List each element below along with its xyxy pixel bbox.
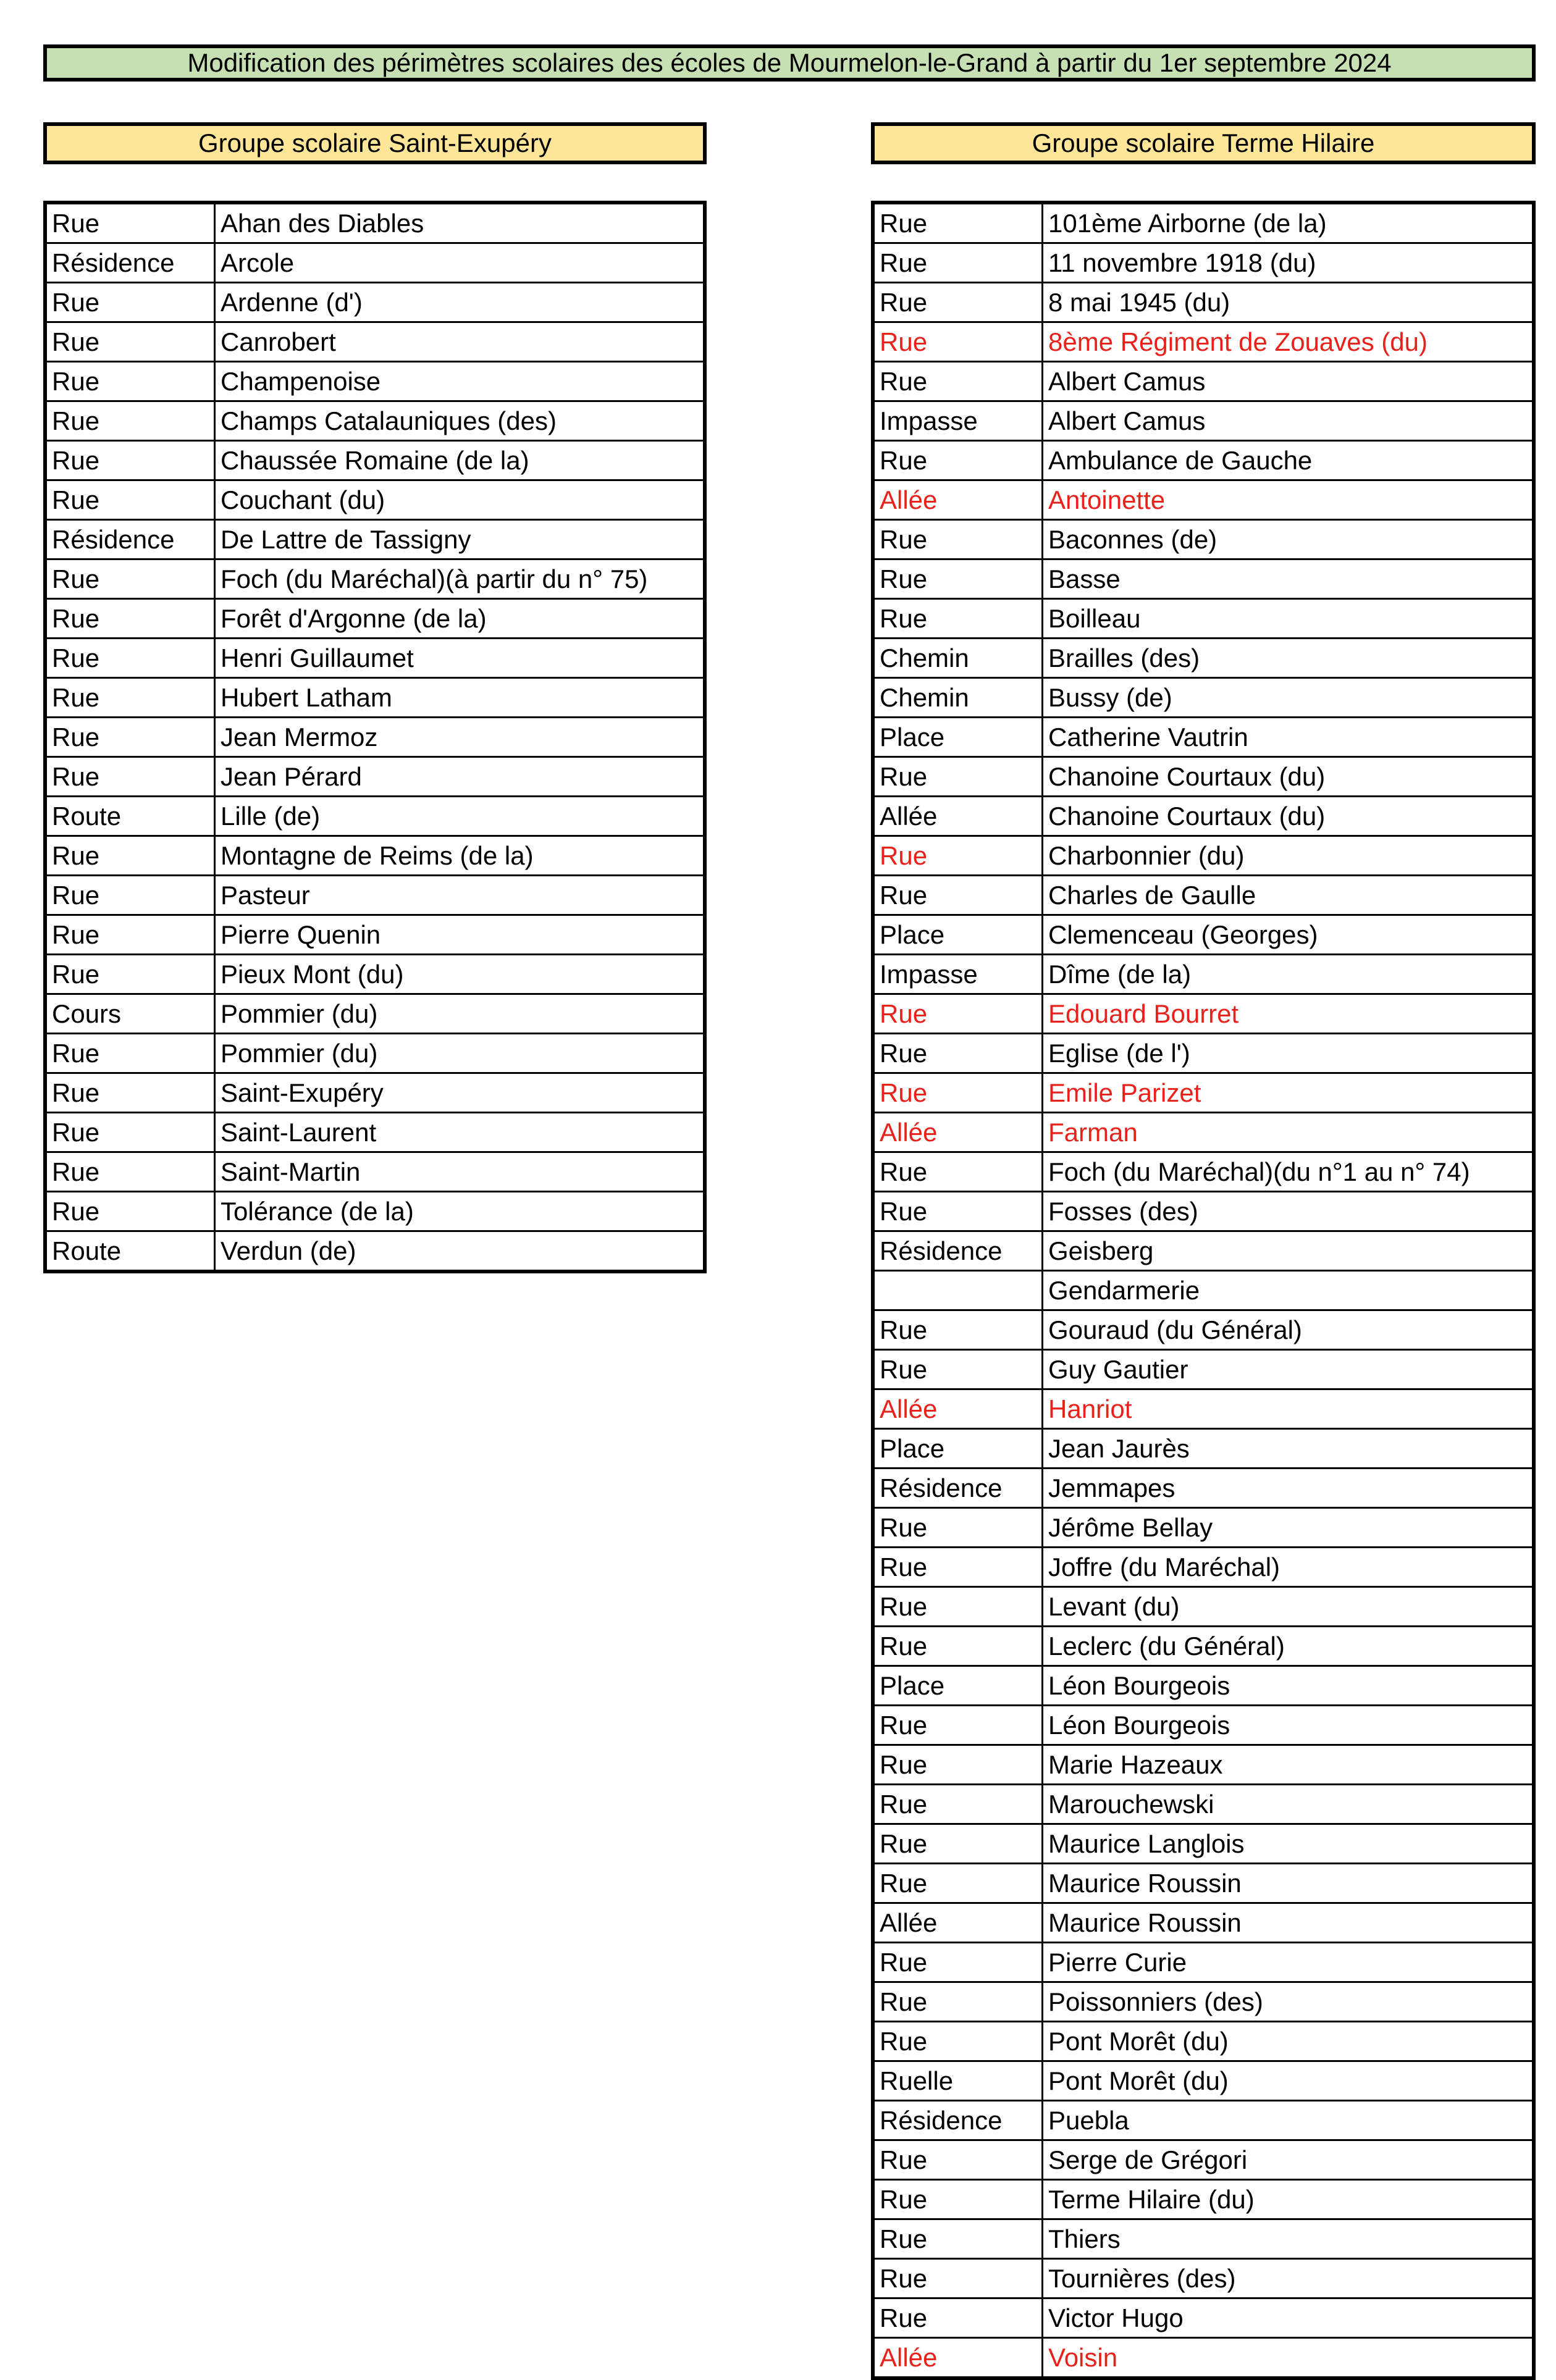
street-name-cell: Joffre (du Maréchal): [1043, 1548, 1534, 1587]
street-name-cell: Baconnes (de): [1043, 520, 1534, 559]
table-row: [873, 678, 1534, 718]
street-name-cell: Eglise (de l'): [1043, 1034, 1534, 1073]
table-row: [45, 1113, 705, 1152]
table-row: [873, 797, 1534, 836]
street-name-cell: 101ème Airborne (de la): [1043, 203, 1534, 243]
table-row: [873, 876, 1534, 915]
street-type-cell: Rue: [873, 994, 1043, 1034]
street-name-cell: Pommier (du): [215, 994, 705, 1034]
table-row: [45, 876, 705, 915]
street-name-cell: Montagne de Reims (de la): [215, 836, 705, 876]
table-row: [45, 322, 705, 362]
street-name-cell: Marouchewski: [1043, 1785, 1534, 1824]
street-type-cell: Rue: [873, 559, 1043, 599]
table-row: [873, 283, 1534, 322]
street-name-cell: Ardenne (d'): [215, 283, 705, 322]
table-row: [45, 955, 705, 994]
table-row: [873, 2219, 1534, 2259]
table-row: [873, 718, 1534, 757]
street-type-cell: Rue: [45, 203, 215, 243]
street-name-cell: Forêt d'Argonne (de la): [215, 599, 705, 639]
table-row: [873, 559, 1534, 599]
street-type-cell: Résidence: [45, 520, 215, 559]
street-type-cell: Rue: [45, 836, 215, 876]
table-row: [45, 718, 705, 757]
street-name-cell: Marie Hazeaux: [1043, 1745, 1534, 1785]
street-type-cell: Rue: [45, 322, 215, 362]
street-name-cell: Thiers: [1043, 2219, 1534, 2259]
street-name-cell: Maurice Roussin: [1043, 1864, 1534, 1903]
street-type-cell: Rue: [873, 1350, 1043, 1389]
table-row: [873, 441, 1534, 480]
table-row: [873, 915, 1534, 955]
street-name-cell: Catherine Vautrin: [1043, 718, 1534, 757]
table-row: [45, 678, 705, 718]
street-type-cell: Rue: [45, 401, 215, 441]
street-type-cell: Rue: [45, 876, 215, 915]
street-type-cell: Rue: [45, 599, 215, 639]
street-name-cell: Serge de Grégori: [1043, 2140, 1534, 2180]
table-row: [45, 797, 705, 836]
street-type-cell: Rue: [873, 362, 1043, 401]
street-name-cell: Léon Bourgeois: [1043, 1706, 1534, 1745]
street-name-cell: Foch (du Maréchal)(du n°1 au n° 74): [1043, 1152, 1534, 1192]
street-type-cell: Rue: [873, 1073, 1043, 1113]
street-type-cell: Ruelle: [873, 2061, 1043, 2101]
street-name-cell: Voisin: [1043, 2338, 1534, 2379]
street-name-cell: Pommier (du): [215, 1034, 705, 1073]
table-row: [873, 1745, 1534, 1785]
street-name-cell: Pont Morêt (du): [1043, 2061, 1534, 2101]
street-type-cell: Place: [873, 915, 1043, 955]
street-type-cell: Rue: [873, 1943, 1043, 1982]
street-name-cell: Couchant (du): [215, 480, 705, 520]
group-header-saint-exupery: Groupe scolaire Saint-Exupéry: [43, 122, 707, 164]
table-row: [873, 1469, 1534, 1508]
street-type-cell: Rue: [873, 1745, 1043, 1785]
street-table-terme-hilaire: [871, 201, 1536, 2380]
table-row: [873, 362, 1534, 401]
street-type-cell: Cours: [45, 994, 215, 1034]
table-row: [873, 1785, 1534, 1824]
street-name-cell: Geisberg: [1043, 1231, 1534, 1271]
street-name-cell: Jean Mermoz: [215, 718, 705, 757]
street-type-cell: Rue: [873, 1034, 1043, 1073]
table-row: [873, 1706, 1534, 1745]
street-name-cell: Hubert Latham: [215, 678, 705, 718]
street-type-cell: Allée: [873, 1903, 1043, 1943]
street-name-cell: Boilleau: [1043, 599, 1534, 639]
street-name-cell: Jérôme Bellay: [1043, 1508, 1534, 1548]
street-name-cell: Guy Gautier: [1043, 1350, 1534, 1389]
street-type-cell: Rue: [45, 283, 215, 322]
street-type-cell: Route: [45, 1231, 215, 1272]
street-type-cell: Rue: [873, 520, 1043, 559]
street-name-cell: Albert Camus: [1043, 362, 1534, 401]
table-row: [873, 2101, 1534, 2140]
street-name-cell: Farman: [1043, 1113, 1534, 1152]
street-type-cell: Allée: [873, 1113, 1043, 1152]
street-name-cell: Antoinette: [1043, 480, 1534, 520]
street-type-cell: Place: [873, 1429, 1043, 1469]
street-type-cell: Rue: [45, 362, 215, 401]
street-type-cell: Rue: [873, 203, 1043, 243]
table-row: [873, 1627, 1534, 1666]
street-name-cell: Terme Hilaire (du): [1043, 2180, 1534, 2219]
street-name-cell: Canrobert: [215, 322, 705, 362]
street-name-cell: Saint-Laurent: [215, 1113, 705, 1152]
table-row: [873, 480, 1534, 520]
street-name-cell: Hanriot: [1043, 1389, 1534, 1429]
street-type-cell: Rue: [873, 1587, 1043, 1627]
street-type-cell: Rue: [873, 1508, 1043, 1548]
street-name-cell: 8ème Régiment de Zouaves (du): [1043, 322, 1534, 362]
street-type-cell: Rue: [873, 836, 1043, 876]
table-row: [45, 639, 705, 678]
table-row: [873, 203, 1534, 243]
street-name-cell: Pierre Curie: [1043, 1943, 1534, 1982]
street-name-cell: 8 mai 1945 (du): [1043, 283, 1534, 322]
table-row: [873, 2061, 1534, 2101]
street-name-cell: Victor Hugo: [1043, 2298, 1534, 2338]
street-name-cell: Levant (du): [1043, 1587, 1534, 1627]
group-header-terme-hilaire: Groupe scolaire Terme Hilaire: [871, 122, 1536, 164]
street-name-cell: Tournières (des): [1043, 2259, 1534, 2298]
street-name-cell: 11 novembre 1918 (du): [1043, 243, 1534, 283]
table-row: [873, 2259, 1534, 2298]
street-type-cell: Rue: [873, 599, 1043, 639]
street-type-cell: Rue: [873, 1824, 1043, 1864]
street-type-cell: Allée: [873, 480, 1043, 520]
street-table-saint-exupery: [43, 201, 707, 1273]
street-name-cell: Edouard Bourret: [1043, 994, 1534, 1034]
street-type-cell: Chemin: [873, 639, 1043, 678]
table-row: [873, 1824, 1534, 1864]
street-name-cell: Maurice Roussin: [1043, 1903, 1534, 1943]
table-row: [873, 757, 1534, 797]
street-type-cell: Rue: [873, 2022, 1043, 2061]
street-type-cell: [873, 1271, 1043, 1310]
street-type-cell: Rue: [45, 1192, 215, 1231]
street-type-cell: Rue: [873, 1785, 1043, 1824]
street-type-cell: Résidence: [873, 1469, 1043, 1508]
street-name-cell: Basse: [1043, 559, 1534, 599]
street-type-cell: Rue: [873, 243, 1043, 283]
street-type-cell: Rue: [873, 757, 1043, 797]
street-name-cell: Gouraud (du Général): [1043, 1310, 1534, 1350]
table-row: [45, 1152, 705, 1192]
street-type-cell: Rue: [873, 322, 1043, 362]
street-type-cell: Rue: [873, 2140, 1043, 2180]
table-row: [45, 1034, 705, 1073]
street-name-cell: Emile Parizet: [1043, 1073, 1534, 1113]
street-type-cell: Rue: [45, 480, 215, 520]
street-type-cell: Rue: [45, 718, 215, 757]
street-type-cell: Rue: [873, 1548, 1043, 1587]
table-row: [873, 639, 1534, 678]
street-type-cell: Rue: [873, 876, 1043, 915]
table-row: [873, 520, 1534, 559]
street-name-cell: Henri Guillaumet: [215, 639, 705, 678]
street-name-cell: Lille (de): [215, 797, 705, 836]
street-name-cell: Pierre Quenin: [215, 915, 705, 955]
table-row: [873, 1073, 1534, 1113]
street-name-cell: Jean Jaurès: [1043, 1429, 1534, 1469]
table-row: [873, 1310, 1534, 1350]
table-row: [873, 1548, 1534, 1587]
street-name-cell: Albert Camus: [1043, 401, 1534, 441]
table-row: [873, 1034, 1534, 1073]
table-row: [873, 1192, 1534, 1231]
street-type-cell: Rue: [45, 1034, 215, 1073]
street-name-cell: Chanoine Courtaux (du): [1043, 797, 1534, 836]
table-row: [45, 994, 705, 1034]
table-row: [873, 1508, 1534, 1548]
street-type-cell: Rue: [45, 1113, 215, 1152]
street-name-cell: Pasteur: [215, 876, 705, 915]
street-name-cell: Dîme (de la): [1043, 955, 1534, 994]
street-type-cell: Impasse: [873, 401, 1043, 441]
table-row: [45, 401, 705, 441]
street-name-cell: Arcole: [215, 243, 705, 283]
street-type-cell: Allée: [873, 2338, 1043, 2379]
street-type-cell: Impasse: [873, 955, 1043, 994]
street-type-cell: Place: [873, 1666, 1043, 1706]
street-name-cell: Champenoise: [215, 362, 705, 401]
street-type-cell: Rue: [45, 915, 215, 955]
street-type-cell: Rue: [873, 2298, 1043, 2338]
street-name-cell: Champs Catalauniques (des): [215, 401, 705, 441]
table-row: [873, 243, 1534, 283]
table-row: [873, 2022, 1534, 2061]
table-row: [873, 1152, 1534, 1192]
table-row: [873, 1903, 1534, 1943]
street-name-cell: De Lattre de Tassigny: [215, 520, 705, 559]
table-row: [873, 1271, 1534, 1310]
table-row: [873, 599, 1534, 639]
street-type-cell: Chemin: [873, 678, 1043, 718]
page-title: Modification des périmètres scolaires des écoles de Mourmelon-le-Grand à partir du 1er septembre 2024: [43, 44, 1536, 82]
street-type-cell: Rue: [45, 955, 215, 994]
table-row: [45, 362, 705, 401]
table-row: [873, 994, 1534, 1034]
street-type-cell: Rue: [45, 441, 215, 480]
street-name-cell: Fosses (des): [1043, 1192, 1534, 1231]
street-name-cell: Jean Pérard: [215, 757, 705, 797]
street-name-cell: Léon Bourgeois: [1043, 1666, 1534, 1706]
street-name-cell: Pont Morêt (du): [1043, 2022, 1534, 2061]
street-type-cell: Rue: [45, 639, 215, 678]
street-type-cell: Rue: [873, 1864, 1043, 1903]
street-type-cell: Rue: [873, 1192, 1043, 1231]
table-row: [45, 915, 705, 955]
street-name-cell: Charbonnier (du): [1043, 836, 1534, 876]
street-name-cell: Bussy (de): [1043, 678, 1534, 718]
street-type-cell: Rue: [873, 2259, 1043, 2298]
street-name-cell: Brailles (des): [1043, 639, 1534, 678]
table-row: [45, 1231, 705, 1272]
table-row: [873, 2298, 1534, 2338]
table-row: [873, 1429, 1534, 1469]
street-type-cell: Place: [873, 718, 1043, 757]
table-row: [873, 1350, 1534, 1389]
street-name-cell: Chaussée Romaine (de la): [215, 441, 705, 480]
street-type-cell: Allée: [873, 797, 1043, 836]
street-type-cell: Résidence: [45, 243, 215, 283]
street-name-cell: Gendarmerie: [1043, 1271, 1534, 1310]
street-name-cell: Clemenceau (Georges): [1043, 915, 1534, 955]
table-row: [873, 2338, 1534, 2379]
street-type-cell: Rue: [873, 441, 1043, 480]
table-row: [873, 1389, 1534, 1429]
table-row: [873, 955, 1534, 994]
street-name-cell: Jemmapes: [1043, 1469, 1534, 1508]
street-type-cell: Rue: [45, 1152, 215, 1192]
street-type-cell: Résidence: [873, 2101, 1043, 2140]
table-row: [873, 1231, 1534, 1271]
table-row: [45, 559, 705, 599]
street-type-cell: Rue: [873, 2180, 1043, 2219]
street-type-cell: Rue: [873, 1982, 1043, 2022]
table-row: [45, 1073, 705, 1113]
table-row: [873, 1113, 1534, 1152]
street-type-cell: Rue: [873, 1627, 1043, 1666]
street-name-cell: Leclerc (du Général): [1043, 1627, 1534, 1666]
table-row: [873, 836, 1534, 876]
street-name-cell: Saint-Exupéry: [215, 1073, 705, 1113]
street-type-cell: Allée: [873, 1389, 1043, 1429]
street-type-cell: Rue: [873, 2219, 1043, 2259]
table-row: [873, 2140, 1534, 2180]
table-row: [873, 1587, 1534, 1627]
street-type-cell: Rue: [45, 678, 215, 718]
table-row: [45, 283, 705, 322]
street-name-cell: Maurice Langlois: [1043, 1824, 1534, 1864]
street-name-cell: Chanoine Courtaux (du): [1043, 757, 1534, 797]
street-type-cell: Rue: [873, 1152, 1043, 1192]
street-name-cell: Ambulance de Gauche: [1043, 441, 1534, 480]
street-type-cell: Rue: [45, 559, 215, 599]
street-name-cell: Saint-Martin: [215, 1152, 705, 1192]
street-type-cell: Rue: [873, 283, 1043, 322]
table-row: [45, 520, 705, 559]
street-name-cell: Charles de Gaulle: [1043, 876, 1534, 915]
street-name-cell: Tolérance (de la): [215, 1192, 705, 1231]
table-row: [45, 836, 705, 876]
table-row: [45, 480, 705, 520]
table-row: [45, 243, 705, 283]
street-name-cell: Puebla: [1043, 2101, 1534, 2140]
street-name-cell: Verdun (de): [215, 1231, 705, 1272]
street-name-cell: Poissonniers (des): [1043, 1982, 1534, 2022]
table-row: [45, 599, 705, 639]
street-type-cell: Rue: [45, 1073, 215, 1113]
street-name-cell: Ahan des Diables: [215, 203, 705, 243]
street-name-cell: Pieux Mont (du): [215, 955, 705, 994]
street-type-cell: Rue: [873, 1706, 1043, 1745]
street-type-cell: Rue: [873, 1310, 1043, 1350]
street-type-cell: Rue: [45, 757, 215, 797]
street-type-cell: Résidence: [873, 1231, 1043, 1271]
table-row: [45, 1192, 705, 1231]
table-row: [873, 1864, 1534, 1903]
table-row: [873, 401, 1534, 441]
table-row: [873, 2180, 1534, 2219]
street-name-cell: Foch (du Maréchal)(à partir du n° 75): [215, 559, 705, 599]
table-row: [45, 441, 705, 480]
table-row: [45, 203, 705, 243]
street-type-cell: Route: [45, 797, 215, 836]
table-row: [873, 1943, 1534, 1982]
table-row: [45, 757, 705, 797]
table-row: [873, 322, 1534, 362]
table-row: [873, 1982, 1534, 2022]
table-row: [873, 1666, 1534, 1706]
